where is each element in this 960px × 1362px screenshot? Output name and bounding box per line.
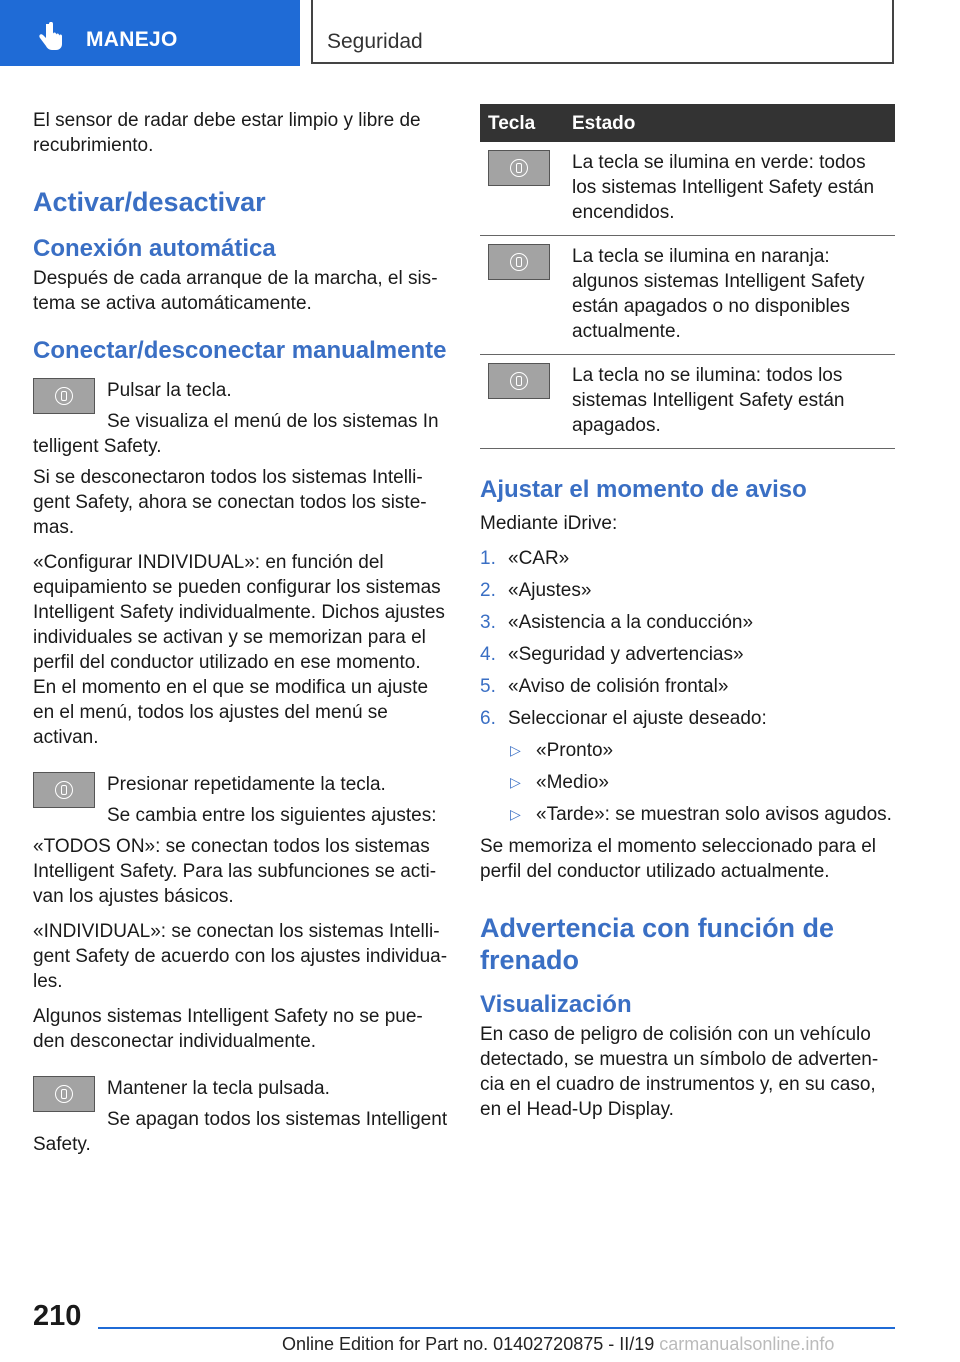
visualizacion-text: En caso de peligro de colisión con un vehículo detectado, se muestra un símbolo de advertencia en el cuadro de instrumentos y, en su caso, en el Head-Up Display.: [480, 1024, 879, 1120]
paragraph-3: «TODOS ON»: se conectan todos los sistemas Intelligent Safety. Para las subfunciones se activan los ajustes básicos.: [33, 836, 437, 907]
section-header: [311, 0, 894, 64]
memoriza-text: Se memoriza el momento seleccionado para el perfil del conductor utilizado actualmente.: [480, 836, 877, 882]
table-row: La tecla no se ilumina: todos los sistemas Intelligent Safety están apagados.: [480, 355, 895, 449]
triangle-bullet-icon: ▷: [510, 774, 521, 790]
key-state-table: [480, 104, 895, 449]
left-column: [33, 108, 448, 1163]
list-item: ▷ «Pronto»: [510, 740, 614, 761]
intelligent-safety-button-icon: [33, 772, 95, 808]
key-instruction-2: Presionar repetidamente la tecla. Se cambia entre los siguientes ajustes:: [33, 772, 448, 828]
section-label: Seguridad: [327, 30, 423, 53]
mediante-text: Mediante iDrive:: [480, 513, 618, 534]
heading-activar: Activar/desactivar: [33, 187, 266, 217]
intro-text: El sensor de radar debe estar limpio y libre de recubrimiento.: [33, 110, 421, 156]
heading-ajustar: Ajustar el momento de aviso: [480, 476, 807, 503]
list-item: 3. «Asistencia a la conducción»: [480, 612, 754, 633]
list-item: 2. «Ajustes»: [480, 580, 592, 601]
hand-pointer-icon: [38, 22, 64, 52]
heading-conexion: Conexión automática: [33, 235, 276, 262]
triangle-bullet-icon: ▷: [510, 742, 521, 758]
right-column: [480, 104, 895, 1132]
table-row: La tecla se ilumina en verde: todos los sistemas Intelligent Safety están encendidos.: [480, 142, 895, 236]
conexion-text: Después de cada arranque de la marcha, el sistema se activa automáticamente.: [33, 268, 438, 314]
chapter-tab[interactable]: [0, 0, 300, 66]
list-item: 4. «Seguridad y advertencias»: [480, 644, 744, 665]
heading-visualizacion: Visualización: [480, 991, 632, 1018]
list-item: 5. «Aviso de colisión frontal»: [480, 676, 729, 697]
list-item: 1. «CAR»: [480, 548, 570, 569]
table-row: La tecla se ilumina en naranja: algunos sistemas Intelligent Safety están apagados o no disponibles actualmente.: [480, 236, 895, 355]
triangle-bullet-icon: ▷: [510, 806, 521, 822]
table-header-state: Estado: [564, 104, 895, 142]
list-item: 6. Seleccionar el ajuste deseado:: [480, 708, 767, 729]
list-item: ▷ «Medio»: [510, 772, 609, 793]
footer-rule: [98, 1327, 895, 1329]
button-key-icon: [488, 150, 550, 186]
key-instruction-1: Pulsar la tecla. Se visualiza el menú de los sistemas In telligent Safety.: [33, 380, 439, 457]
heading-advertencia: Advertencia con función de frenado: [480, 913, 835, 975]
steps-list: [480, 546, 895, 731]
paragraph-2: «Configurar INDIVIDUAL»: en función del equipamiento se pueden configurar los sistemas Intelligent Safety individualmente. Dichos ajustes individuales se activan y se memorizan para el perfil del conductor utilizado en ese momento. En el momento en el que se modifica un ajuste en el menú, todos los ajustes del menú se activan.: [33, 552, 445, 748]
watermark: carmanualsonline.info: [659, 1334, 835, 1354]
table-header-key: Tecla: [480, 104, 564, 142]
paragraph-4: «INDIVIDUAL»: se conectan los sistemas Intelligent Safety de acuerdo con los ajustes individuales.: [33, 921, 448, 992]
paragraph-5: Algunos sistemas Intelligent Safety no se pueden desconectar individualmente.: [33, 1006, 423, 1052]
heading-manual: Conectar/desconectar manualmente: [33, 337, 447, 364]
options-list: [480, 738, 895, 827]
button-key-icon: [488, 244, 550, 280]
list-item: ▷ «Tarde»: se muestran solo avisos agudos.: [510, 804, 892, 825]
page-number: 210: [33, 1300, 82, 1332]
paragraph-1: Si se desconectaron todos los sistemas Intelligent Safety, ahora se conectan todos los sistemas.: [33, 467, 427, 538]
key-instruction-3: Mantener la tecla pulsada. Se apagan todos los sistemas Intelligent Safety.: [33, 1078, 448, 1155]
chapter-label: MANEJO: [86, 28, 178, 51]
button-key-icon: [488, 363, 550, 399]
intelligent-safety-button-icon: [33, 378, 95, 414]
intelligent-safety-button-icon: [33, 1076, 95, 1112]
footer-edition: Online Edition for Part no. 01402720875 - II/19 carmanualsonline.info: [282, 1334, 835, 1354]
